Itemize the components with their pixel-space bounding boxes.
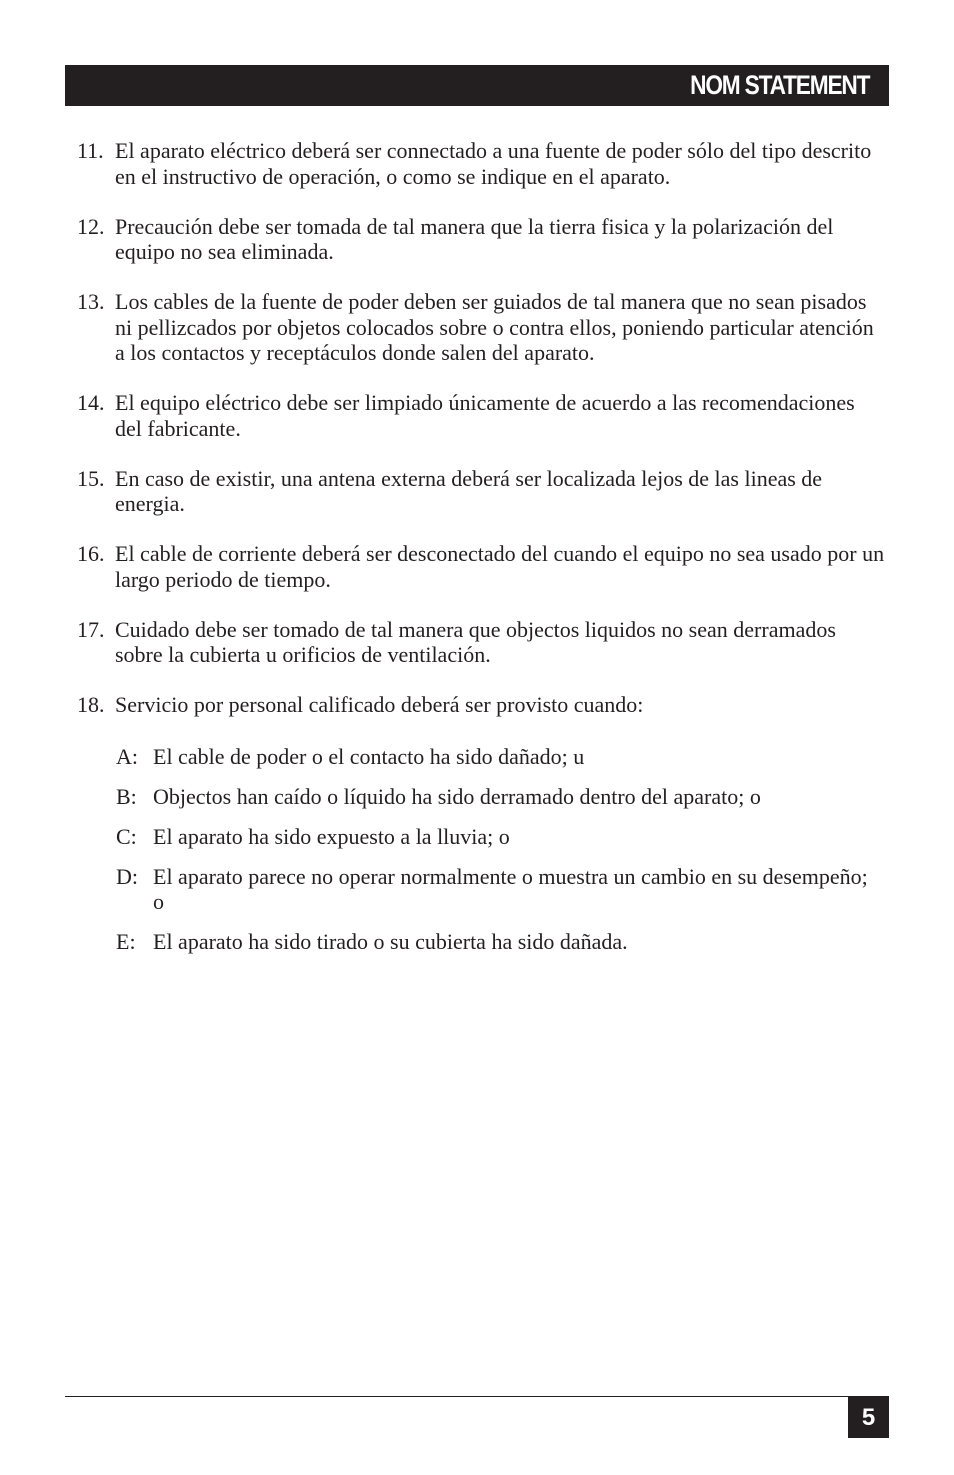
sub-item-letter: B: [116, 783, 137, 809]
item-number: 18. [77, 692, 105, 717]
list-item-15 [0, 466, 954, 517]
footer-divider [65, 1396, 848, 1397]
section-title: NOM STATEMENT [689, 70, 869, 100]
sub-item-text: El aparato ha sido expuesto a la lluvia; o [153, 823, 510, 849]
item-number: 16. [77, 541, 105, 566]
sub-item-text: El cable de poder o el contacto ha sido dañado; u [153, 743, 585, 769]
item-number: 17. [77, 616, 105, 642]
list-item-14 [0, 390, 954, 441]
item-text: Servicio por personal calificado deberá ser provisto cuando: [115, 692, 644, 717]
sub-item-text: El aparato ha sido tirado o su cubierta ha sido dañada. [153, 929, 628, 954]
item-text: El equipo eléctrico debe ser limpiado únicamente de acuerdo a las recomendaciones del fabricante. [115, 390, 855, 441]
item-text: Los cables de la fuente de poder deben ser guiados de tal manera que no sean pisados ni pellizcados por objetos colocados sobre o contra ellos, poniendo particular atención a los contactos y receptáculos donde salen del aparato. [115, 289, 874, 365]
sub-item-d [0, 864, 954, 915]
sub-item-text: El aparato parece no operar normalmente o muestra un cambio en su desempeño; o [153, 863, 868, 914]
item-text: El cable de corriente deberá ser desconectado del cuando el equipo no sea usado por un largo periodo de tiempo. [115, 541, 885, 592]
sub-item-letter: C: [116, 823, 137, 849]
item-number: 15. [77, 465, 105, 491]
list-item-13 [0, 289, 954, 366]
list-item-12 [0, 214, 954, 265]
sub-item-b [0, 784, 954, 810]
item-number: 14. [77, 390, 105, 415]
sub-item-letter: E: [116, 929, 136, 954]
sub-item-c [0, 824, 954, 850]
list-item-18 [0, 692, 954, 955]
list-item-16 [0, 541, 954, 592]
sub-item-text: Objectos han caído o líquido ha sido derramado dentro del aparato; o [153, 783, 761, 809]
item-number: 11. [77, 138, 104, 163]
nom-statement-list [0, 138, 954, 979]
item-text: Cuidado debe ser tomado de tal manera que objectos liquidos no sean derramados sobre la cubierta u orificios de ventilación. [115, 616, 836, 667]
section-header-bar [65, 65, 889, 106]
list-item-17 [0, 617, 954, 668]
page-number: 5 [848, 1396, 889, 1438]
list-item-11 [0, 138, 954, 189]
item-text: El aparato eléctrico deberá ser connectado a una fuente de poder sólo del tipo descrito en el instructivo de operación, o como se indique en el aparato. [115, 138, 872, 189]
sub-list [0, 744, 954, 955]
item-text: Precaución debe ser tomada de tal manera que la tierra fisica y la polarización del equipo no sea eliminada. [115, 213, 834, 264]
item-text: En caso de existir, una antena externa deberá ser localizada lejos de las lineas de energia. [115, 465, 823, 516]
item-number: 13. [77, 289, 105, 314]
item-number: 12. [77, 213, 105, 239]
sub-item-letter: A: [116, 743, 138, 769]
sub-item-a [0, 744, 954, 770]
sub-item-e [0, 929, 954, 955]
sub-item-letter: D: [116, 863, 138, 889]
